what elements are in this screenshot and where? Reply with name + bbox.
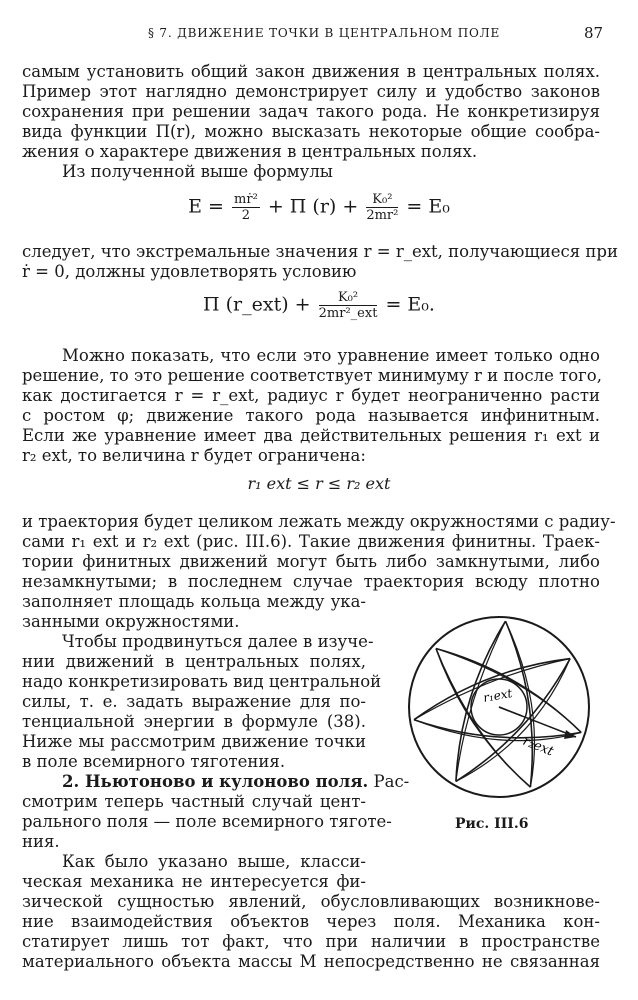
text-line: ния.	[22, 832, 60, 851]
radius-inner	[499, 707, 522, 716]
text-line: Ниже мы рассмотрим движение точки	[22, 732, 366, 751]
text-line: самым установить общий закон движения в центральных полях.	[22, 62, 600, 81]
text-line: r₂ ext, то величина r будет ограничена:	[22, 446, 366, 465]
equation-bounds: r₁ ext ≤ r ≤ r₂ ext	[247, 474, 391, 493]
rosette-trajectory	[414, 621, 581, 787]
eq-lhs: E =	[188, 195, 224, 218]
fraction-denominator: 2	[241, 208, 251, 223]
text-fragment: Рас-	[373, 772, 410, 791]
text-line: тенциальной энергии в формуле (38).	[22, 712, 366, 731]
text-line: нии движений в центральных полях,	[22, 652, 366, 671]
eq-rhs: = E₀.	[385, 293, 435, 316]
page-number: 87	[584, 24, 604, 42]
text-line: Как было указано выше, класси-	[62, 852, 366, 871]
text-line: Из полученной выше формулы	[62, 162, 333, 181]
orbit-figure	[404, 612, 594, 802]
figure-caption: Рис. III.6	[455, 816, 529, 832]
fraction	[232, 192, 260, 223]
text-line: сохранения при решении задач такого рода. Не конкретизируя	[22, 102, 600, 121]
text-line: зической сущностью явлений, обусловливающих возникнове-	[22, 892, 600, 911]
running-header	[0, 24, 638, 46]
text-line: рального поля — поле всемирного тяготе-	[22, 812, 392, 831]
text-line: и траектория будет целиком лежать между окружностями с радиу-	[22, 512, 616, 531]
label-r1ext: r₁ext	[482, 686, 514, 705]
fraction-numerator: K₀²	[319, 290, 378, 306]
text-line: статирует лишь тот факт, что при наличии в пространстве	[22, 932, 600, 951]
fraction-denominator: 2mr²_ext	[318, 306, 378, 321]
text-line: Пример этот наглядно демонстрирует силу и удобство законов	[22, 82, 600, 101]
text-line: вида функции Π(r), можно высказать некоторые общие сообра-	[22, 122, 600, 141]
trajectory-arc	[506, 621, 533, 787]
text-line: жения о характере движения в центральных полях.	[22, 142, 478, 161]
text-line: ние взаимодействия объектов через поля. Механика кон-	[22, 912, 600, 931]
running-title: § 7. ДВИЖЕНИЕ ТОЧКИ В ЦЕНТРАЛЬНОМ ПОЛЕ	[148, 26, 501, 40]
text-line: как достигается r = r_ext, радиус r будет неограниченно расти	[22, 386, 600, 405]
text-line: тории финитных движений могут быть либо замкнутыми, либо	[22, 552, 600, 571]
text-line: с ростом φ; движение такого рода называется инфинитным.	[22, 406, 600, 425]
section-heading-line	[22, 772, 410, 792]
text-line: занными окружностями.	[22, 612, 240, 631]
fraction	[366, 192, 398, 223]
trajectory-arc	[506, 621, 535, 787]
label-r2ext: r₂ext	[520, 733, 556, 760]
text-line: решение, то это решение соответствует минимуму r и после того,	[22, 366, 602, 385]
equation-energy	[0, 192, 638, 232]
text-line: заполняет площадь кольца между ука-	[22, 592, 366, 611]
text-line: следует, что экстремальные значения r = r_ext, получающиеся при	[22, 242, 618, 261]
eq-lhs: Π (r_ext) +	[203, 293, 311, 316]
text-line: в поле всемирного тяготения.	[22, 752, 286, 771]
text-line: смотрим теперь частный случай цент-	[22, 792, 366, 811]
text-line: незамкнутыми; в последнем случае траектория всюду плотно	[22, 572, 600, 591]
eq-rhs: = E₀	[406, 195, 450, 218]
fraction-numerator: mṙ²	[234, 192, 258, 207]
fraction	[319, 290, 378, 321]
text-line: Чтобы продвинуться далее в изуче-	[62, 632, 374, 651]
text-line: сами r₁ ext и r₂ ext (рис. III.6). Такие движения финитны. Траек-	[22, 532, 600, 551]
text-line: ṙ = 0, должны удовлетворять условию	[22, 262, 357, 281]
fraction-numerator: K₀²	[366, 192, 398, 208]
text-line: силы, т. е. задать выражение для по-	[22, 692, 366, 711]
text-line: материального объекта массы M непосредственно не связанная	[22, 952, 600, 971]
equation-condition	[0, 290, 638, 330]
text-line: надо конкретизировать вид центральной	[22, 672, 382, 691]
fraction-denominator: 2mr²	[366, 208, 399, 223]
text-line: ческая механика не интересуется фи-	[22, 872, 366, 891]
text-line: Можно показать, что если это уравнение имеет только одно	[62, 346, 600, 365]
eq-middle: + Π (r) +	[267, 195, 359, 218]
section-heading: 2. Ньютоново и кулоново поля.	[62, 772, 369, 791]
text-line: Если же уравнение имеет два действительных решения r₁ ext и	[22, 426, 600, 445]
